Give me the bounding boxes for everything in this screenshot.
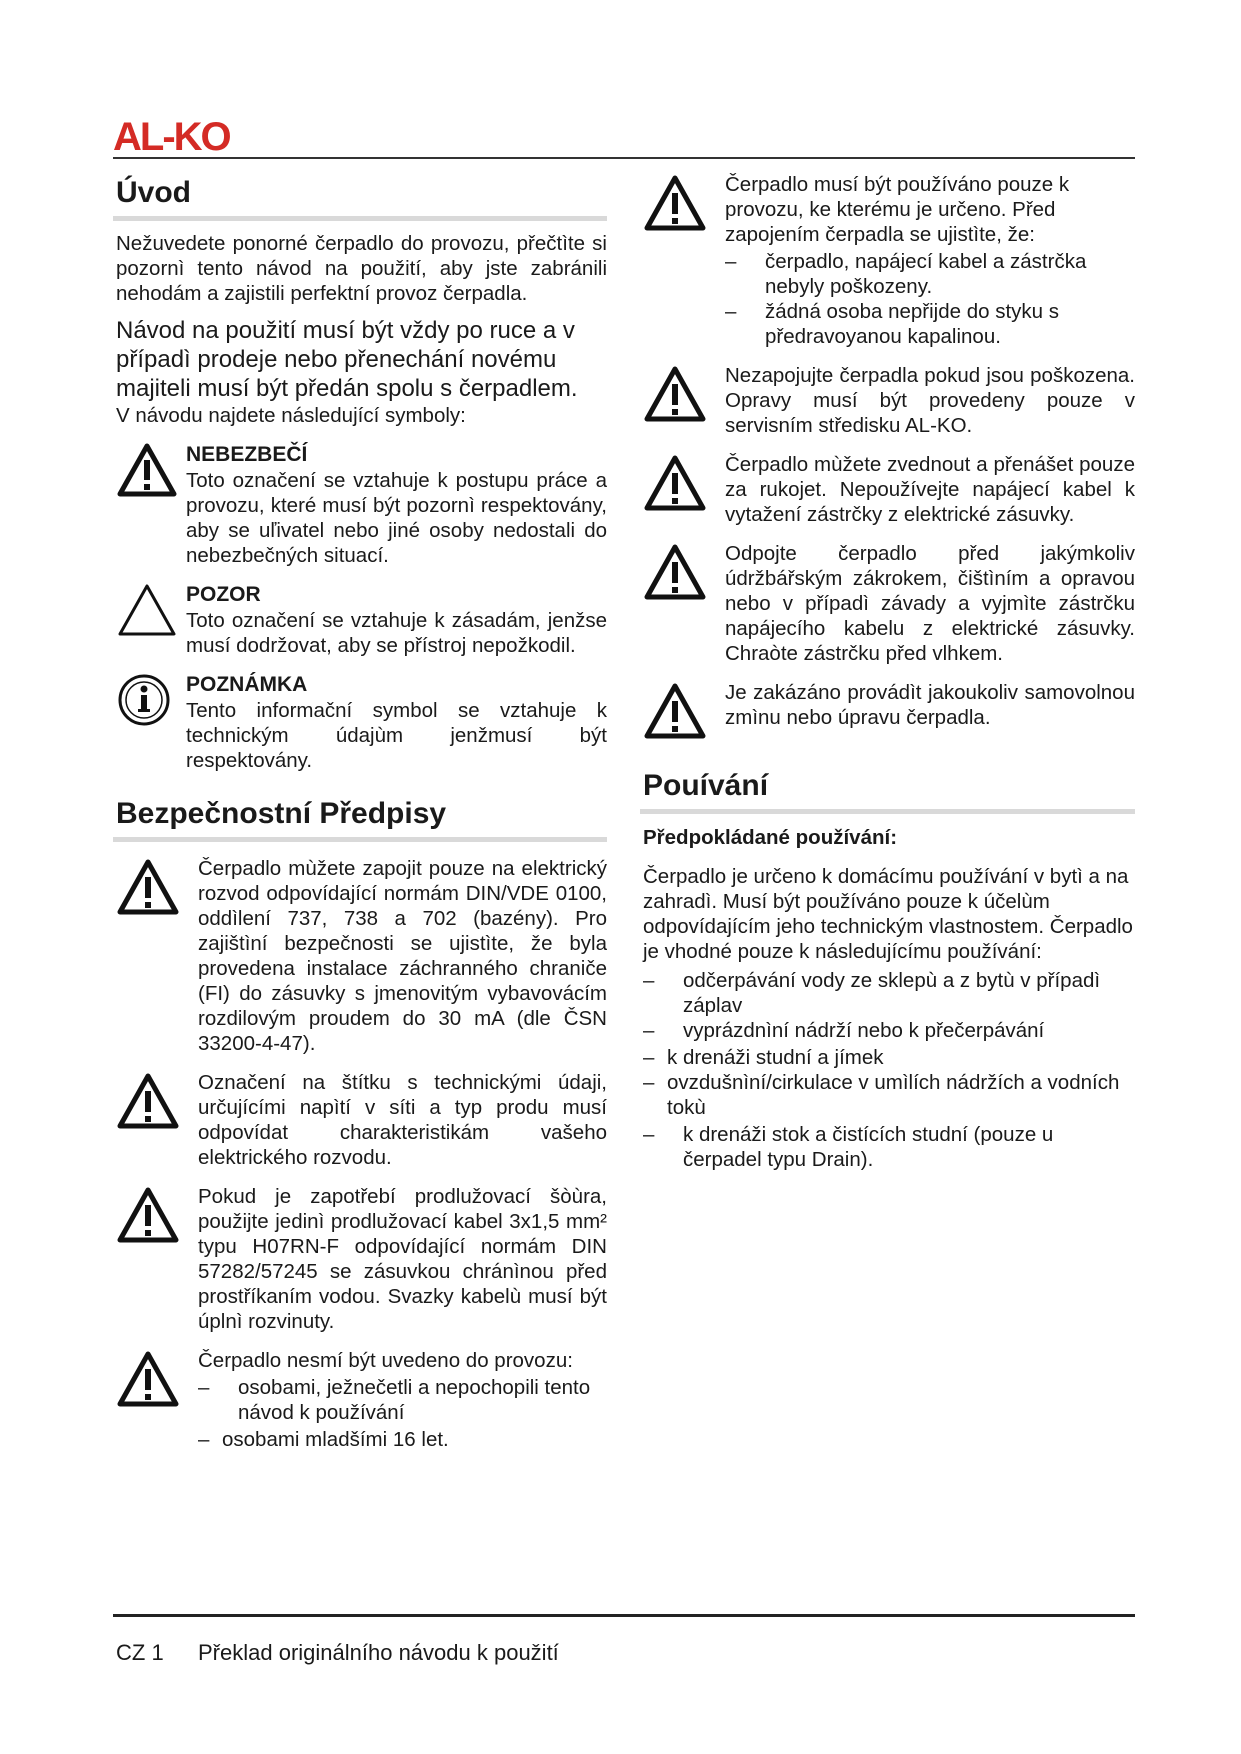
alko-logo [113, 116, 248, 156]
safety-bullet-list [725, 249, 1135, 349]
right-column [640, 168, 1135, 1172]
safety-title: Bezpečnostní Předpisy [116, 797, 447, 830]
list-item: – žádná osoba nepřijde do styku s předravoyanou kapalinou. [725, 299, 1135, 349]
safety-text: Čerpadlo mùžete zvednout a přenášet pouze za rukojet. Nepoužívejte napájecí kabel k vytažení zástrčky z elektrické zásuvky. [725, 453, 1135, 526]
page-footer [116, 1640, 559, 1666]
safety-text: Čerpadlo musí být používáno pouze k provozu, ke kterému je určeno. Před zapojením čerpadla se ujistìte, že: [725, 173, 1070, 246]
warning-triangle-icon [640, 680, 725, 745]
warning-triangle-icon [640, 363, 725, 428]
intro-lead: Návod na použití musí být vždy po ruce a v případì prodeje nebo přenechání novému majiteli musí být předán spolu s čerpadlem. [116, 317, 578, 402]
symbol-text: Toto označení se vztahuje k postupu práce a provozu, které musí být pozornì respektovány, aby se uľivatel nebo jiné osoby nedostali do nebezbečných situací. [186, 469, 607, 567]
warning-triangle-icon [113, 1070, 198, 1135]
symbol-heading: NEBEZBEČÍ [186, 443, 308, 466]
symbol-heading: POZNÁMKA [186, 673, 308, 696]
symbol-note [113, 672, 607, 773]
safety-item [640, 680, 1135, 745]
warning-triangle-icon [640, 172, 725, 237]
safety-text: Čerpadlo mùžete zapojit pouze na elektrický rozvod odpovídající normám DIN/VDE 0100, oddìlení 737, 738 a 702 (bazény). Pro zajištìní bezpečnosti se ujistìte, že byla provedena instalace záchranného chraniče (FI) do zásuvky s jmenovitým vybavovácím rozdilovým proudem do 30 mA (dle ČSN 33200-4-47). [198, 857, 607, 1055]
warning-triangle-icon [640, 452, 725, 517]
list-item: – osobami mladšími 16 let. [198, 1427, 607, 1452]
safety-item [640, 541, 1135, 666]
page-number: CZ 1 [116, 1640, 164, 1665]
safety-text: Odpojte čerpadlo před jakýmkoliv údržbářským zákrokem, čištìním a opravou nebo v případì závady a vyjmìte zástrčku napájecího kabelu z elektrické zásuvky. Chraòte zástrčku před vlhkem. [725, 542, 1135, 665]
safety-text: Je zakázáno provádìt jakoukoliv samovolnou zmìnu nebo úpravu čerpadla. [725, 681, 1135, 729]
usage-bullet-list [643, 968, 1135, 1043]
header-rule [113, 157, 1135, 159]
list-item: – k drenáži stok a čistících studní (pouze u čerpadel typu Drain). [643, 1122, 1135, 1172]
warning-triangle-icon [113, 856, 198, 921]
usage-text: Čerpadlo je určeno k domácímu používání v bytì a na zahradì. Musí být používáno pouze k účelùm odpovídajícím jeho technickým vlastnostem. Čerpadlo je vhodné pouze k následujícímu používání: [643, 865, 1133, 963]
safety-item [113, 1070, 607, 1170]
symbols-intro: V návodu najdete následující symboly: [116, 404, 466, 427]
safety-item [640, 363, 1135, 438]
section-rule [640, 809, 1135, 814]
section-rule [113, 837, 607, 842]
caution-triangle-icon [113, 582, 186, 638]
footer-text: Překlad originálního návodu k použití [198, 1640, 559, 1665]
safety-item [640, 172, 1135, 349]
footer-rule [113, 1614, 1135, 1617]
symbol-text: Tento informační symbol se vztahuje k technickým údajùm jenžmusí být respektovány. [186, 699, 607, 772]
usage-subtitle: Předpokládané používání: [643, 826, 898, 849]
warning-triangle-icon [113, 1348, 198, 1413]
usage-bullet-list [643, 1045, 1135, 1120]
list-item: – k drenáži studní a jímek [643, 1045, 1135, 1070]
list-item: – ovzdušnìní/cirkulace v umìlích nádržích a vodních tokù [643, 1070, 1135, 1120]
info-icon [113, 672, 186, 728]
safety-item [640, 452, 1135, 527]
svg-text:AL-KO: AL-KO [113, 116, 230, 156]
list-item: – čerpadlo, napájecí kabel a zástrčka nebyly poškozeny. [725, 249, 1135, 299]
safety-item [113, 856, 607, 1056]
symbol-caution [113, 582, 607, 658]
section-rule [113, 216, 607, 221]
intro-paragraph: Nežuvedete ponorné čerpadlo do provozu, přečtìte si pozornì tento návod na použití, aby jste zabránili nehodám a zajistili perfektní provoz čerpadla. [116, 232, 607, 305]
list-item: – osobami, ježnečetli a nepochopili tento návod k používání [198, 1375, 607, 1425]
warning-triangle-icon [640, 541, 725, 606]
symbol-danger [113, 442, 607, 568]
safety-text: Čerpadlo nesmí být uvedeno do provozu: [198, 1349, 573, 1372]
safety-bullet-list [198, 1375, 607, 1425]
usage-title: Pouívání [643, 769, 769, 802]
safety-text: Pokud je zapotřebí prodlužovací šòùra, použijte jedinì prodlužovací kabel 3x1,5 mm² typu H07RN-F odpovídající normám DIN 57282/57245 se zásuvkou chránìnou před prostříkaním vodou. Svazky kabelù musí být úplnì rozvinuty. [198, 1185, 607, 1333]
warning-triangle-icon [113, 1184, 198, 1249]
list-item: – vyprázdnìní nádrží nebo k přečerpávání [643, 1018, 1135, 1043]
usage-bullet-list [643, 1122, 1135, 1172]
warning-triangle-icon [113, 442, 186, 498]
safety-text: Označení na štítku s technickými údaji, určujícími napìtí v síti a typ produ musí odpovídat charakteristikám vašeho elektrického rozvodu. [198, 1071, 607, 1169]
list-item: – odčerpávání vody ze sklepù a z bytù v případì záplav [643, 968, 1135, 1018]
symbol-text: Toto označení se vztahuje k zásadám, jenžse musí dodržovat, aby se přístroj nepožkodil. [186, 609, 607, 657]
safety-text: Nezapojujte čerpadla pokud jsou poškozena. Opravy musí být provedeny pouze v servisním středisku AL-KO. [725, 364, 1135, 437]
safety-item [113, 1348, 607, 1452]
safety-item [113, 1184, 607, 1334]
intro-title: Úvod [116, 176, 191, 209]
safety-bullet-list [198, 1427, 607, 1452]
symbol-heading: POZOR [186, 583, 261, 606]
left-column [113, 168, 607, 1452]
